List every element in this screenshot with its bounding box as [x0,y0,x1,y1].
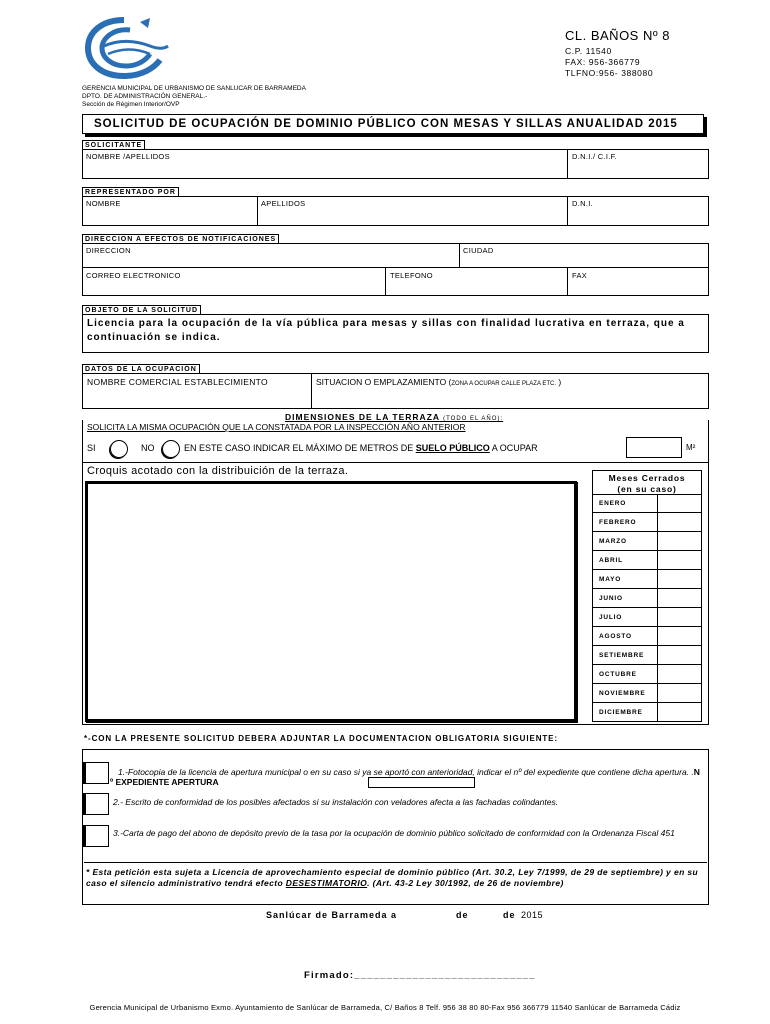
metros-input[interactable] [626,437,682,458]
month-row-octubre[interactable]: OCTUBRE [592,665,701,684]
section-ocupacion: DATOS DE LA OCUPACIÓN [82,364,200,374]
nombre-comercial-label: NOMBRE COMERCIAL ESTABLECIMIENTO [87,377,268,387]
month-row-julio[interactable]: JULIO [592,608,701,627]
croquis-label: Croquis acotado con la distribuición de la terraza. [87,465,349,477]
croquis-drawing-area[interactable] [85,481,577,722]
fax-label: FAX [572,271,588,280]
org-line-2: DPTO. DE ADMINISTRACIÓN GENERAL.- [82,93,208,100]
si-radio[interactable] [110,440,128,458]
doc-item-3-text: 3.-Carta de pago del abono de depósito previo de la tasa por la ocupación de dominio público solicitado de conformidad con la Ordenanza Fiscal 451 [113,828,675,838]
month-row-diciembre[interactable]: DICIEMBRE [592,703,701,722]
solicitante-dni-label: D.N.I./ C.I.F. [572,152,618,161]
month-row-agosto[interactable]: AGOSTO [592,627,701,646]
date-de-1: de [456,910,469,920]
legal-note: * Esta petición esta sujeta a Licencia de aprovechamiento especial de dominio público (Art. 30.2, Ley 7/1999, de 29 de septiembre) y en su caso el silencio administrativo tendrá efecto DESESTIMATORIO. (Art. 43-2 Ley 30/1992, de 26 de noviembre) [86,867,699,888]
misma-ocupacion-text: SOLICITA LA MISMA OCUPACIÓN QUE LA CONSTATADA POR LA INSPECCIÓN AÑO ANTERIOR [87,422,466,432]
objeto-text: Licencia para la ocupación de la vía pública para mesas y sillas con finalidad lucrativa en terraza, que a continuación se indica. [87,318,685,343]
meses-title: Meses Cerrados (en su caso) [608,473,686,494]
no-label: NO [141,443,155,453]
doc-item-1-checkbox[interactable] [85,762,109,784]
page-title: SOLICITUD DE OCUPACIÓN DE DOMINIO PÚBLICO CON MESAS Y SILLAS ANUALIDAD 2015 [94,118,678,130]
date-year: 2015 [521,910,544,920]
documentacion-heading: *-CON LA PRESENTE SOLICITUD DEBERA ADJUNTAR LA DOCUMENTACION OBLIGATORIA SIGUIENTE: [84,734,558,743]
place-date-label: Sanlúcar de Barrameda a [266,910,398,920]
dimensiones-heading: DIMENSIONES DE LA TERRAZA (TODO EL AÑO): [285,412,504,422]
phone-number: TLFNO:956- 388080 [565,68,654,78]
representado-nombre-label: NOMBRE [86,199,121,208]
postal-code: C.P. 11540 [565,46,612,56]
office-address: CL. BAÑOS Nº 8 [565,28,670,43]
representado-apellidos-label: APELLIDOS [261,199,306,208]
section-objeto: OBJETO DE LA SOLICITUD [82,305,201,315]
telefono-label: TELEFONO [390,271,433,280]
section-representado: REPRESENTADO POR [82,187,179,197]
m2-unit: M² [686,443,696,452]
representado-box[interactable] [82,196,709,226]
no-radio[interactable] [162,440,180,458]
month-row-febrero[interactable]: FEBRERO [592,513,701,532]
en-caso-text: EN ESTE CASO INDICAR EL MÁXIMO DE METROS DE SUELO PÚBLICO A OCUPAR [184,443,538,453]
direccion-label: DIRECCION [86,246,131,255]
solicitante-nombre-label: NOMBRE /APELLIDOS [86,152,170,161]
situacion-label: SITUACION O EMPLAZAMIENTO (ZONA A OCUPAR CALLE PLAZA ETC. ) [316,377,562,387]
month-row-mayo[interactable]: MAYO [592,570,701,589]
month-row-junio[interactable]: JUNIO [592,589,701,608]
expediente-apertura-input[interactable] [368,777,475,788]
org-line-3: Sección de Régimen Interior/OVP [82,101,180,108]
month-row-enero[interactable]: ENERO [592,494,701,513]
org-line-1: GERENCIA MUNICIPAL DE URBANISMO DE SANLUCAR DE BARRAMEDA [82,85,306,92]
correo-label: CORREO ELECTRONICO [86,271,181,280]
doc-item-2-checkbox[interactable] [85,793,109,815]
si-label: SI [87,443,96,453]
logo [84,16,170,80]
doc-item-2-text: 2.- Escrito de conformidad de los posibles afectados si su instalación con veladores afecta a las fachadas colindantes. [113,797,559,807]
fax-number: FAX: 956-366779 [565,57,641,67]
month-row-marzo[interactable]: MARZO [592,532,701,551]
section-solicitante: SOLICITANTE [82,140,145,150]
representado-dni-label: D.N.I. [572,199,593,208]
section-notificaciones: DIRECCION A EFECTOS DE NOTIFICACIONES [82,234,279,244]
date-de-2: de [503,910,516,920]
signature-line[interactable]: Firmado:____________________________ [304,970,536,981]
doc-item-3-checkbox[interactable] [85,825,109,847]
month-row-abril[interactable]: ABRIL [592,551,701,570]
page-footer: Gerencia Municipal de Urbanismo Exmo. Ayuntamiento de Sanlúcar de Barrameda, C/ Baños 8 Telf. 956 38 80 80-Fax 956 366779 11540 Sanlúcar de Barrameda Cádiz [89,1003,681,1012]
ciudad-label: CIUDAD [463,246,494,255]
month-row-setiembre[interactable]: SETIEMBRE [592,646,701,665]
doc-item-1-text: 1.-Fotocopia de la licencia de apertura municipal o en su caso si ya se aportó con anterioridad, indicar el nº del expediente que contiene dicha apertura. .N º EXPEDIENTE APERTURA [110,767,700,787]
notificaciones-box[interactable] [82,243,709,296]
month-row-noviembre[interactable]: NOVIEMBRE [592,684,701,703]
